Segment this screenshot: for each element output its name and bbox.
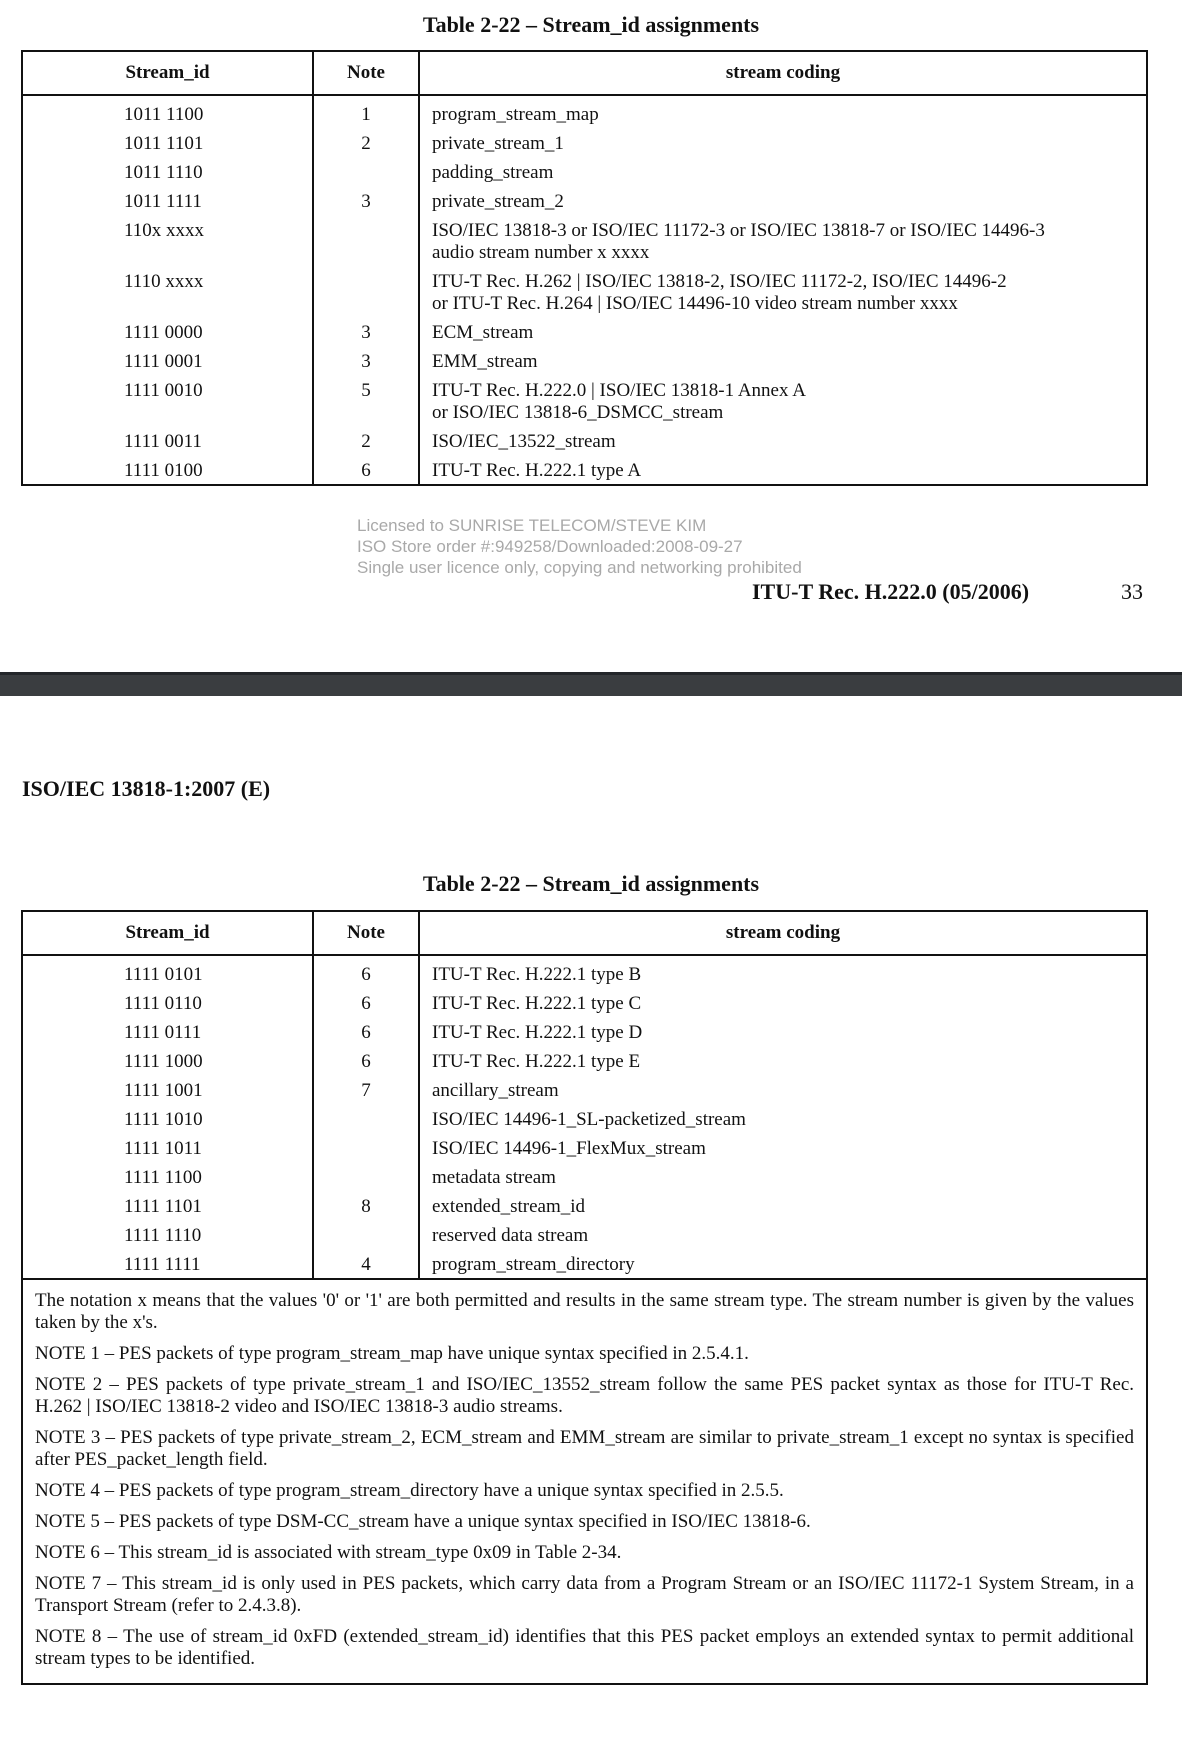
table-title: Table 2-22 – Stream_id assignments xyxy=(422,12,760,37)
page-number: 33 xyxy=(1121,579,1143,604)
table-row xyxy=(22,346,1147,375)
license-watermark xyxy=(357,515,802,578)
table-row xyxy=(22,1017,1147,1046)
header-stream-coding: stream coding xyxy=(419,911,1147,955)
cell-stream-coding: EMM_stream xyxy=(419,346,1147,375)
cell-stream-coding: ECM_stream xyxy=(419,317,1147,346)
table-row xyxy=(22,1075,1147,1104)
header-stream-id: Stream_id xyxy=(22,51,313,95)
cell-note xyxy=(313,157,419,186)
cell-stream-coding: program_stream_directory xyxy=(419,1249,1147,1279)
cell-stream-id: 1111 1010 xyxy=(22,1104,313,1133)
cell-stream-coding: ITU-T Rec. H.222.1 type A xyxy=(419,455,1147,485)
table-row xyxy=(22,128,1147,157)
table-row xyxy=(22,1046,1147,1075)
table-row xyxy=(22,1249,1147,1279)
header-note: Note xyxy=(313,911,419,955)
stream-id-table xyxy=(21,910,1148,1280)
cell-note: 6 xyxy=(313,1046,419,1075)
note-3: NOTE 3 – PES packets of type private_stream_2, ECM_stream and EMM_stream are similar to private_stream_1 except no syntax is specified after PES_packet_length field. xyxy=(35,1427,1134,1470)
cell-note: 2 xyxy=(313,426,419,455)
document-page-2 xyxy=(0,696,1182,1754)
cell-stream-coding: ITU-T Rec. H.222.1 type B xyxy=(419,955,1147,988)
cell-note: 3 xyxy=(313,186,419,215)
cell-stream-coding: ISO/IEC_13522_stream xyxy=(419,426,1147,455)
table-row xyxy=(22,266,1147,317)
cell-stream-id: 1011 1101 xyxy=(22,128,313,157)
cell-stream-coding: ancillary_stream xyxy=(419,1075,1147,1104)
table-row xyxy=(22,426,1147,455)
table-title: Table 2-22 – Stream_id assignments xyxy=(422,871,760,896)
cell-note xyxy=(313,215,419,266)
cell-stream-coding: ISO/IEC 14496-1_SL-packetized_stream xyxy=(419,1104,1147,1133)
cell-note: 8 xyxy=(313,1191,419,1220)
cell-stream-id: 1111 1111 xyxy=(22,1249,313,1279)
cell-note xyxy=(313,1133,419,1162)
cell-stream-id: 1111 1110 xyxy=(22,1220,313,1249)
coding-line: or ISO/IEC 13818-6_DSMCC_stream xyxy=(432,402,724,423)
note-4: NOTE 4 – PES packets of type program_stream_directory have a unique syntax specified in 2.5.5. xyxy=(35,1480,784,1501)
watermark-line: Licensed to SUNRISE TELECOM/STEVE KIM xyxy=(357,516,707,535)
watermark-line: Single user licence only, copying and networking prohibited xyxy=(357,558,802,577)
cell-stream-coding: ITU-T Rec. H.222.1 type E xyxy=(419,1046,1147,1075)
table-row xyxy=(22,455,1147,485)
table-row xyxy=(22,375,1147,426)
table-row xyxy=(22,157,1147,186)
cell-note: 6 xyxy=(313,955,419,988)
cell-stream-id: 1111 0100 xyxy=(22,455,313,485)
coding-line: or ITU-T Rec. H.264 | ISO/IEC 14496-10 video stream number xxxx xyxy=(432,293,958,314)
cell-stream-coding: extended_stream_id xyxy=(419,1191,1147,1220)
table-row xyxy=(22,1220,1147,1249)
note-1: NOTE 1 – PES packets of type program_stream_map have unique syntax specified in 2.5.4.1. xyxy=(35,1343,749,1364)
note-5: NOTE 5 – PES packets of type DSM-CC_stream have a unique syntax specified in ISO/IEC 13818-6. xyxy=(35,1511,811,1532)
cell-stream-id: 1111 0111 xyxy=(22,1017,313,1046)
cell-note: 3 xyxy=(313,317,419,346)
cell-stream-coding: metadata stream xyxy=(419,1162,1147,1191)
cell-stream-coding xyxy=(419,266,1147,317)
note-8: NOTE 8 – The use of stream_id 0xFD (extended_stream_id) identifies that this PES packet employs an extended syntax to permit additional stream types to be identified. xyxy=(35,1626,1134,1669)
notation-note: The notation x means that the values '0' or '1' are both permitted and results in the same stream type. The stream number is given by the values taken by the x's. xyxy=(35,1290,1134,1333)
table-row xyxy=(22,1133,1147,1162)
header-note: Note xyxy=(313,51,419,95)
cell-stream-coding: program_stream_map xyxy=(419,95,1147,128)
footer-recommendation: ITU-T Rec. H.222.0 (05/2006) xyxy=(752,579,1030,604)
cell-stream-id: 1011 1111 xyxy=(22,186,313,215)
cell-note: 6 xyxy=(313,988,419,1017)
coding-line: ISO/IEC 13818-3 or ISO/IEC 11172-3 or ISO/IEC 13818-7 or ISO/IEC 14496-3 xyxy=(432,220,1045,241)
cell-note xyxy=(313,1162,419,1191)
note-6: NOTE 6 – This stream_id is associated with stream_type 0x09 in Table 2-34. xyxy=(35,1542,622,1563)
cell-stream-coding: ITU-T Rec. H.222.1 type C xyxy=(419,988,1147,1017)
cell-note: 3 xyxy=(313,346,419,375)
cell-stream-id: 1111 0101 xyxy=(22,955,313,988)
cell-note xyxy=(313,266,419,317)
cell-stream-id: 1111 1001 xyxy=(22,1075,313,1104)
cell-stream-id: 1111 0110 xyxy=(22,988,313,1017)
cell-stream-coding xyxy=(419,215,1147,266)
table-row xyxy=(22,186,1147,215)
page-separator xyxy=(0,672,1182,696)
cell-stream-id: 1111 1100 xyxy=(22,1162,313,1191)
coding-line: ITU-T Rec. H.222.0 | ISO/IEC 13818-1 Annex A xyxy=(432,380,806,401)
note-2: NOTE 2 – PES packets of type private_stream_1 and ISO/IEC_13552_stream follow the same PES packet syntax as those for ITU-T Rec. H.262 | ISO/IEC 13818-2 video and ISO/IEC 13818-3 audio streams. xyxy=(35,1374,1134,1417)
table-row xyxy=(22,955,1147,988)
header-stream-coding: stream coding xyxy=(419,51,1147,95)
cell-stream-id: 1111 1000 xyxy=(22,1046,313,1075)
standard-header: ISO/IEC 13818-1:2007 (E) xyxy=(22,776,271,801)
cell-note: 4 xyxy=(313,1249,419,1279)
header-stream-id: Stream_id xyxy=(22,911,313,955)
cell-stream-id: 1111 0000 xyxy=(22,317,313,346)
cell-stream-id: 1011 1110 xyxy=(22,157,313,186)
table-row xyxy=(22,215,1147,266)
table-row xyxy=(22,1162,1147,1191)
cell-stream-coding: ITU-T Rec. H.222.1 type D xyxy=(419,1017,1147,1046)
table-row xyxy=(22,1104,1147,1133)
cell-note xyxy=(313,1220,419,1249)
table-notes xyxy=(21,1280,1148,1685)
cell-stream-coding: ISO/IEC 14496-1_FlexMux_stream xyxy=(419,1133,1147,1162)
cell-note: 6 xyxy=(313,455,419,485)
cell-stream-id: 1111 0001 xyxy=(22,346,313,375)
cell-note: 1 xyxy=(313,95,419,128)
cell-stream-id: 1011 1100 xyxy=(22,95,313,128)
cell-stream-coding xyxy=(419,375,1147,426)
cell-note: 5 xyxy=(313,375,419,426)
cell-stream-id: 1111 0011 xyxy=(22,426,313,455)
cell-note: 6 xyxy=(313,1017,419,1046)
cell-stream-coding: private_stream_2 xyxy=(419,186,1147,215)
cell-stream-id: 1111 1011 xyxy=(22,1133,313,1162)
table-row xyxy=(22,317,1147,346)
watermark-line: ISO Store order #:949258/Downloaded:2008-09-27 xyxy=(357,537,743,556)
cell-note: 7 xyxy=(313,1075,419,1104)
table-row xyxy=(22,95,1147,128)
cell-stream-coding: padding_stream xyxy=(419,157,1147,186)
cell-stream-id: 1111 1101 xyxy=(22,1191,313,1220)
stream-id-table xyxy=(21,50,1148,486)
cell-note xyxy=(313,1104,419,1133)
coding-line: ITU-T Rec. H.262 | ISO/IEC 13818-2, ISO/IEC 11172-2, ISO/IEC 14496-2 xyxy=(432,271,1007,292)
cell-stream-coding: private_stream_1 xyxy=(419,128,1147,157)
table-row xyxy=(22,1191,1147,1220)
cell-stream-coding: reserved data stream xyxy=(419,1220,1147,1249)
cell-stream-id: 1110 xxxx xyxy=(22,266,313,317)
coding-line: audio stream number x xxxx xyxy=(432,242,650,263)
document-page-1 xyxy=(0,0,1182,672)
table-row xyxy=(22,988,1147,1017)
cell-stream-id: 1111 0010 xyxy=(22,375,313,426)
note-7: NOTE 7 – This stream_id is only used in PES packets, which carry data from a Program Stream or an ISO/IEC 11172-1 System Stream, in a Transport Stream (refer to 2.4.3.8). xyxy=(35,1573,1134,1616)
cell-note: 2 xyxy=(313,128,419,157)
cell-stream-id: 110x xxxx xyxy=(22,215,313,266)
